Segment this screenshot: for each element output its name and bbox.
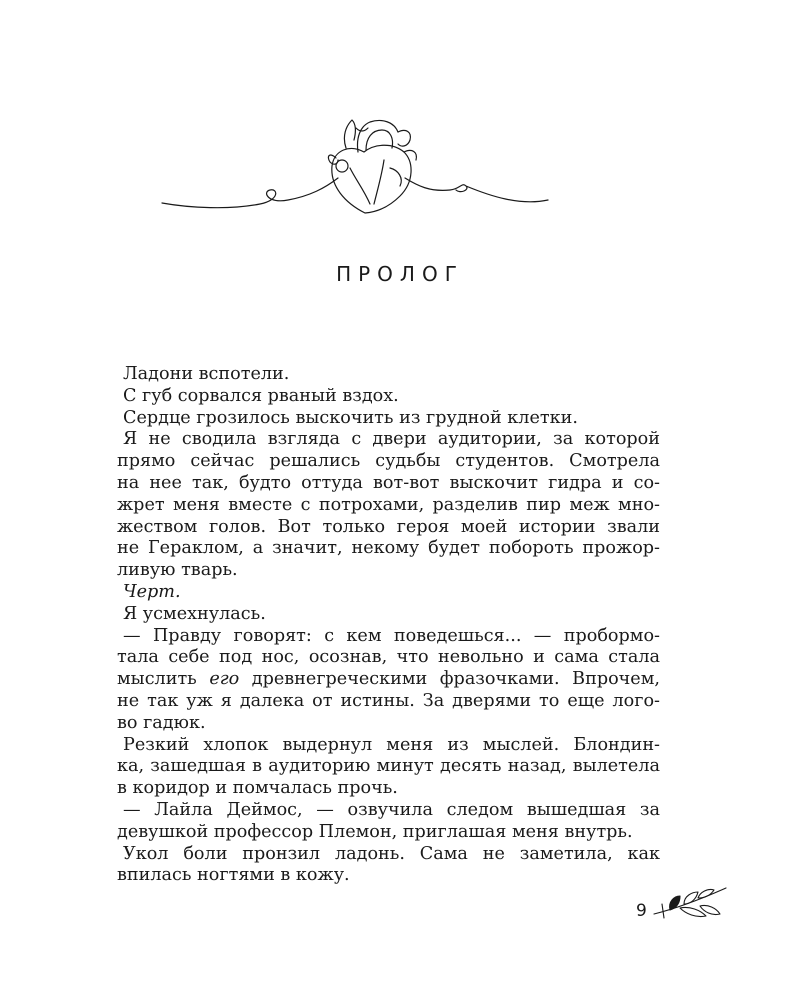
text-line: жеством голов. Вот только героя моей истории звали bbox=[117, 516, 660, 537]
text-line: ливую тварь. bbox=[117, 560, 238, 581]
chapter-title: ПРОЛОГ bbox=[336, 262, 464, 286]
text-line: — Лайла Деймос, — озвучила следом вышедшая за bbox=[123, 799, 660, 820]
text-line: не Гераклом, а значит, некому будет побороть прожор- bbox=[117, 538, 660, 559]
text-line: Я усмехнулась. bbox=[123, 603, 266, 624]
paragraph bbox=[117, 364, 660, 386]
paragraph bbox=[117, 582, 660, 604]
text-line: мыслить его древнегреческими фразочками. Впрочем, bbox=[117, 669, 660, 690]
text-line: во гадюк. bbox=[117, 712, 206, 733]
page-number: 9 bbox=[636, 901, 647, 921]
paragraph bbox=[117, 604, 660, 626]
text-line: Я не сводила взгляда с двери аудитории, за которой bbox=[123, 429, 660, 450]
text-line: Ладони вспотели. bbox=[123, 364, 290, 384]
text-line: Черт. bbox=[123, 581, 181, 602]
paragraph bbox=[117, 844, 660, 888]
leaf-sprig-icon bbox=[650, 884, 730, 924]
paragraph bbox=[117, 429, 660, 582]
text-line: Сердце грозилось выскочить из грудной клетки. bbox=[123, 407, 578, 428]
text-line: жрет меня вместе с потрохами, разделив пир меж мно- bbox=[117, 494, 660, 515]
text-line: ка, зашедшая в аудиторию минут десять назад, вылетела bbox=[117, 756, 660, 777]
paragraph bbox=[117, 626, 660, 735]
text-line: С губ сорвался рваный вздох. bbox=[123, 385, 399, 406]
paragraph bbox=[117, 800, 660, 844]
text-line: Укол боли пронзил ладонь. Сама не заметила, как bbox=[123, 843, 660, 864]
text-line: — Правду говорят: с кем поведешься... — пробормо- bbox=[123, 625, 660, 646]
paragraph bbox=[117, 735, 660, 800]
paragraph bbox=[117, 386, 660, 408]
text-line: прямо сейчас решались судьбы студентов. Смотрела bbox=[117, 451, 660, 472]
text-line: не так уж я далека от истины. За дверями то еще лого- bbox=[117, 690, 660, 711]
paragraph bbox=[117, 408, 660, 430]
text-line: на нее так, будто оттуда вот-вот выскочит гидра и со- bbox=[117, 472, 660, 493]
text-line: в коридор и помчалась прочь. bbox=[117, 778, 398, 799]
body-text bbox=[117, 364, 660, 887]
text-line: впилась ногтями в кожу. bbox=[117, 865, 350, 886]
text-line: Резкий хлопок выдернул меня из мыслей. Блондин- bbox=[123, 734, 660, 755]
anatomical-heart-line-art-icon bbox=[160, 108, 550, 228]
emphasis: его bbox=[209, 669, 240, 690]
text-line: девушкой профессор Племон, приглашая меня внутрь. bbox=[117, 821, 633, 842]
text-line: тала себе под нос, осознав, что невольно и сама стала bbox=[117, 647, 660, 668]
